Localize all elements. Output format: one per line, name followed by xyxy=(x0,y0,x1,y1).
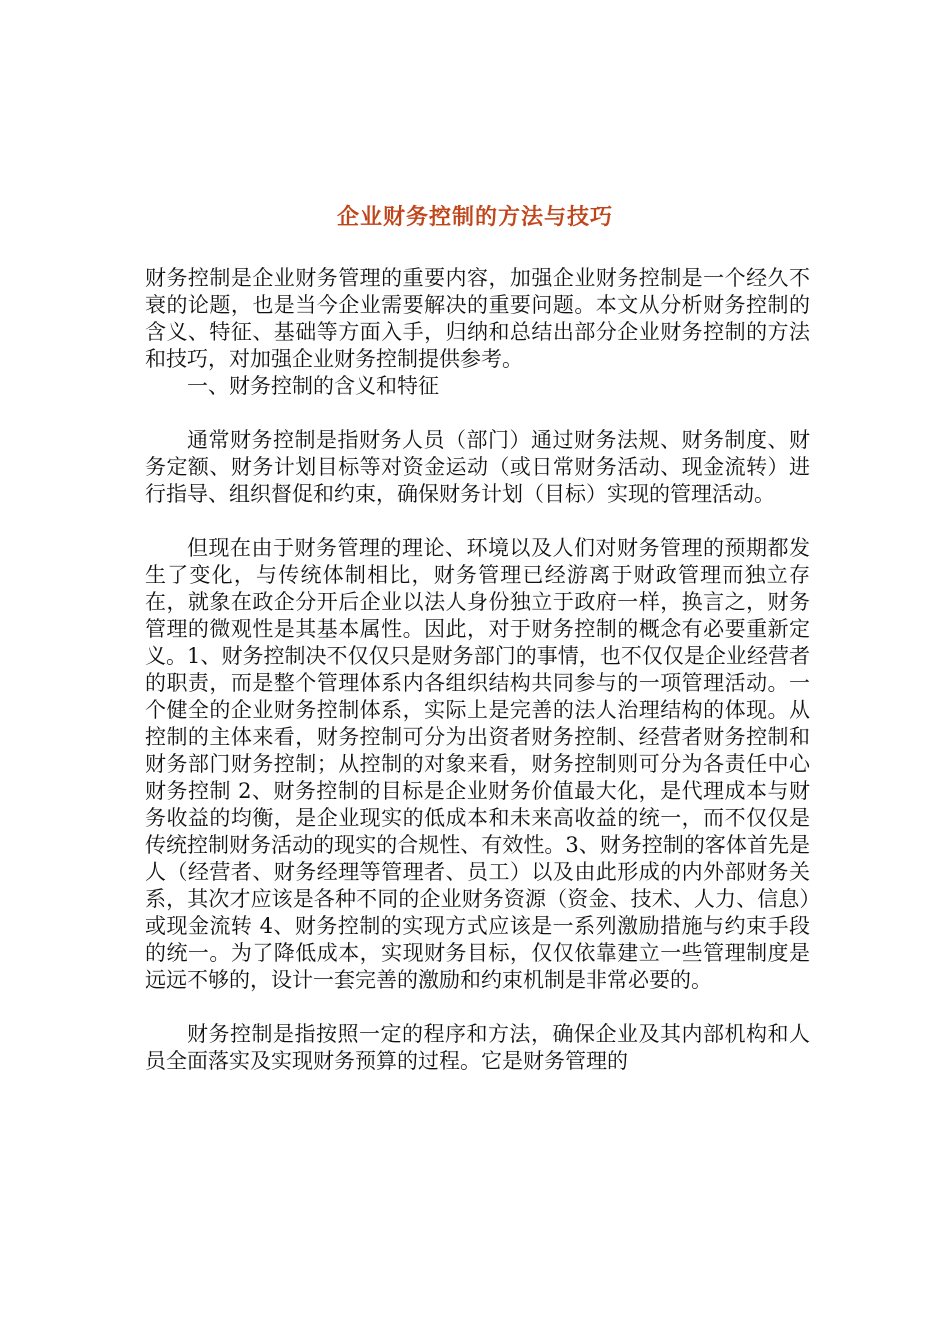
section-heading: 一、财务控制的含义和特征 xyxy=(187,374,439,398)
body-paragraph: 通常财务控制是指财务人员（部门）通过财务法规、财务制度、财务定额、财务计划目标等对资金运动（或日常财务活动、现金流转）进行指导、组织督促和约束，确保财务计划（目标）实现的管理活动。 xyxy=(145,428,810,506)
body-paragraph: 但现在由于财务管理的理论、环境以及人们对财务管理的预期都发生了变化，与传统体制相比，财务管理已经游离于财政管理而独立存在，就象在政企分开后企业以法人身份独立于政府一样，换言之，财务管理的微观性是其基本属性。因此，对于财务控制的概念有必要重新定义。1、财务控制决不仅仅只是财务部门的事情，也不仅仅是企业经营者的职责，而是整个管理体系内各组织结构共同参与的一项管理活动。一个健全的企业财务控制体系，实际上是完善的法人治理结构的体现。从控制的主体来看，财务控制可分为出资者财务控制、经营者财务控制和财务部门财务控制；从控制的对象来看，财务控制则可分为各责任中心财务控制 2、财务控制的目标是企业财务价值最大化，是代理成本与财务收益的均衡，是企业现实的低成本和未来高收益的统一，而不仅仅是传统控制财务活动的现实的合规性、有效性。3、财务控制的客体首先是人（经营者、财务经理等管理者、员工）以及由此形成的内外部财务关系，其次才应该是各种不同的企业财务资源（资金、技术、人力、信息）或现金流转 4、财务控制的实现方式应该是一系列激励措施与约束手段的统一。为了降低成本，实现财务目标，仅仅依靠建立一些管理制度是远远不够的，设计一套完善的激励和约束机制是非常必要的。 xyxy=(145,536,810,992)
body-paragraph: 财务控制是指按照一定的程序和方法，确保企业及其内部机构和人员全面落实及实现财务预算的过程。它是财务管理的 xyxy=(145,1022,810,1073)
document-title: 企业财务控制的方法与技巧 xyxy=(336,204,613,230)
intro-paragraph: 财务控制是企业财务管理的重要内容，加强企业财务控制是一个经久不衰的论题，也是当今企业需要解决的重要问题。本文从分析财务控制的含义、特征、基础等方面入手，归纳和总结出部分企业财务控制的方法和技巧，对加强企业财务控制提供参考。 xyxy=(145,266,810,371)
document-body xyxy=(145,265,810,1075)
